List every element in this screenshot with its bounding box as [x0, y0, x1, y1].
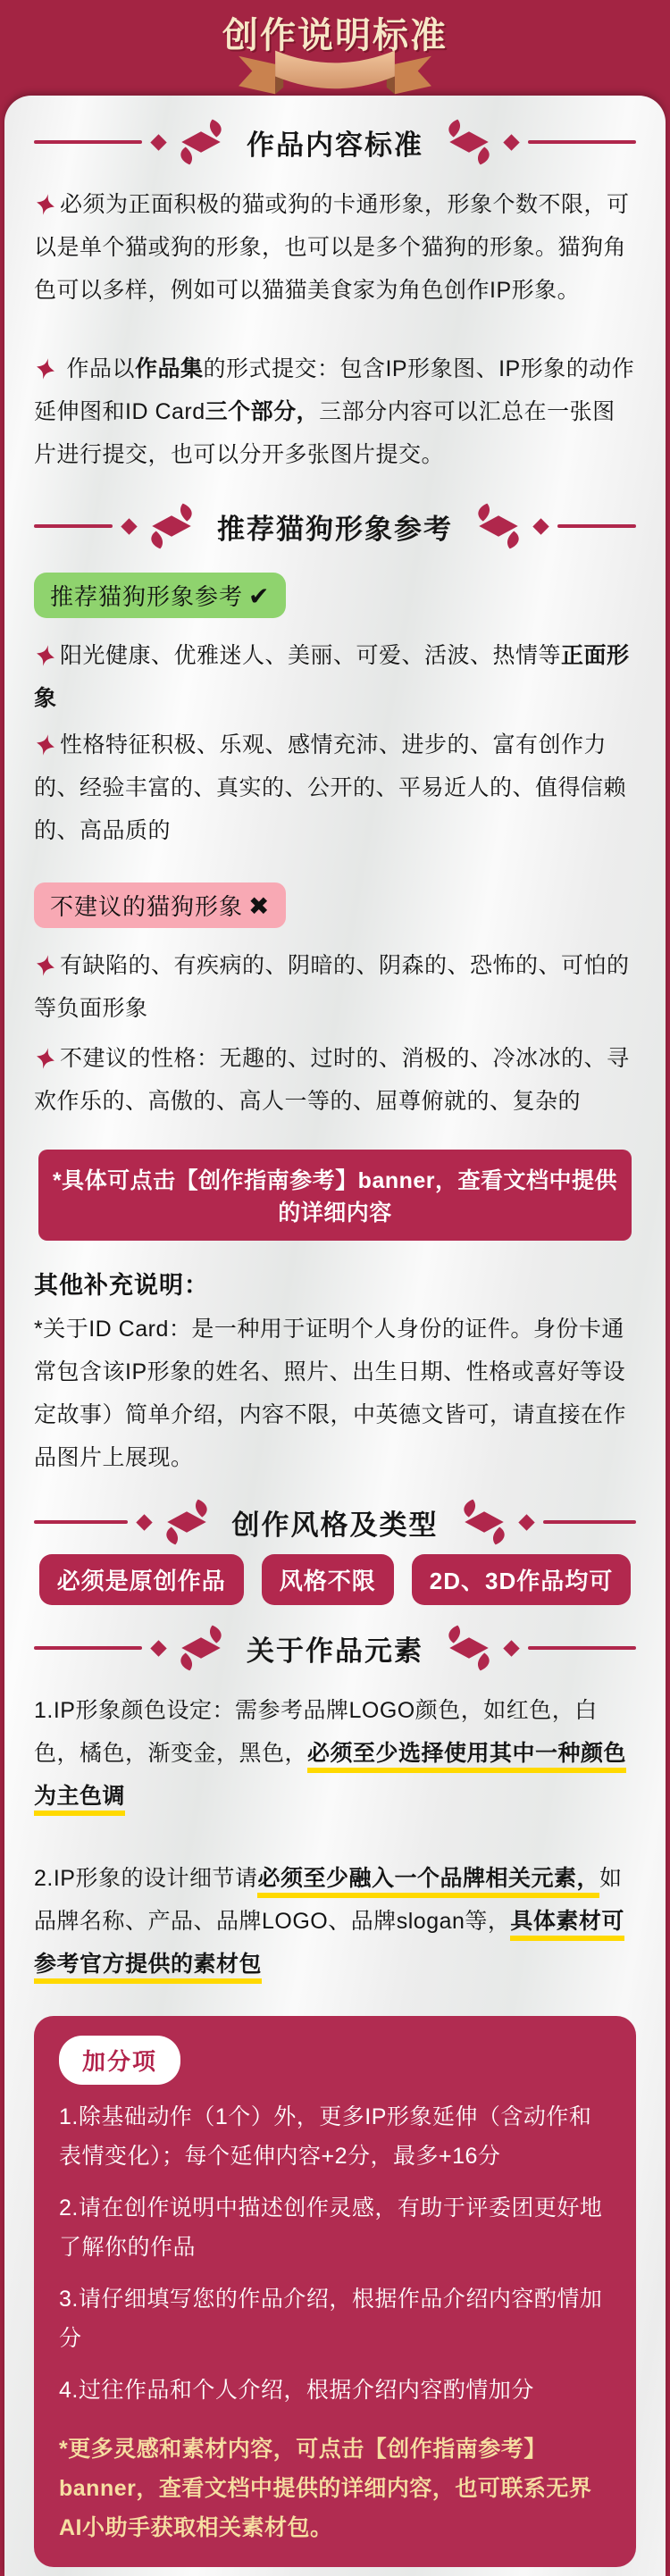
diamond-icon: [136, 1514, 152, 1530]
diamond-icon: [503, 1640, 519, 1656]
recommended-tag: [34, 573, 286, 618]
cross-icon: ✖: [248, 892, 271, 920]
diamond-icon: [150, 134, 166, 150]
divider-line: [543, 1520, 637, 1524]
diamond-icon: [121, 518, 137, 534]
key-rule-underlined: 必须至少融入一个品牌相关元素，: [257, 1866, 599, 1898]
bold-text: 三个部分，: [205, 399, 320, 424]
fleuron-icon: [175, 116, 227, 168]
other-notes-body: *关于ID Card：是一种用于证明个人身份的证件。身份卡通常包含该IP形象的姓名、照片、出生日期、性格或喜好等设定故事）简单介绍，内容不限，中英德文皆可，请直接在作品图片上展现。: [34, 1317, 627, 1470]
guide-banner-note: *具体可点击【创作指南参考】banner，查看文档中提供的详细内容: [38, 1150, 632, 1241]
paragraph-element-2: [34, 1857, 636, 1986]
section-title: 推荐猫狗形象参考: [217, 513, 453, 545]
paragraph-text: 不建议的性格：无趣的、过时的、消极的、冷冰冰的、寻欢作乐的、高傲的、高人一等的、屈尊俯就的、复杂的: [34, 1046, 630, 1114]
paragraph-text: 的形式提交：包含IP形象图、IP形象的动作延伸图和ID Card: [34, 356, 635, 424]
paragraph-bad-1: [34, 944, 636, 1030]
section-header-content-standard: [34, 117, 636, 167]
recommended-tag-label: 推荐猫狗形象参考: [50, 583, 244, 610]
key-rule-underlined: 必须至少选择使用其中一种颜色为主色调: [34, 1741, 626, 1816]
fleuron-icon: [443, 116, 495, 168]
section-title: 关于作品元素: [247, 1635, 423, 1667]
paragraph-text: 阳光健康、优雅迷人、美丽、可爱、活波、热情等: [60, 643, 562, 668]
star-bullet-icon: [34, 733, 57, 757]
fleuron-icon: [443, 1622, 495, 1674]
diamond-icon: [503, 134, 519, 150]
not-recommended-tag: [34, 882, 286, 928]
paragraph-text: 必须为正面积极的猫或狗的卡通形象，形象个数不限，可以是单个猫或狗的形象，也可以是多个猫狗的形象。猫狗角色可以多样，例如可以猫猫美食家为角色创作IP形象。: [34, 192, 630, 303]
page-header: [0, 0, 670, 96]
star-bullet-icon: [34, 644, 57, 667]
style-badges-row: [34, 1554, 636, 1605]
divider-line: [34, 1520, 128, 1524]
content-card: [4, 96, 666, 2576]
divider-line: [528, 140, 636, 144]
badge-original-work: 必须是原创作品: [39, 1554, 244, 1605]
paragraph-text: 有缺陷的、有疾病的、阴暗的、阴森的、恐怖的、可怕的等负面形象: [34, 953, 630, 1021]
fleuron-icon: [175, 1622, 227, 1674]
fleuron-icon: [146, 500, 197, 552]
section-header-elements: [34, 1623, 636, 1673]
divider-line: [34, 140, 142, 144]
diamond-icon: [150, 1640, 166, 1656]
diamond-icon: [518, 1514, 534, 1530]
paragraph-bad-2: [34, 1037, 636, 1123]
badge-2d-3d: 2D、3D作品均可: [412, 1554, 631, 1605]
paragraph-text: 三部分内容可以汇总在一张图片进行提交，也可以分开多张图片提交。: [34, 399, 616, 467]
section-header-style-type: [34, 1497, 636, 1547]
check-icon: ✔: [248, 582, 271, 610]
ribbon-banner-icon: [233, 45, 437, 105]
section-title: 作品内容标准: [247, 129, 423, 161]
diamond-icon: [532, 518, 549, 534]
paragraph-content-2: [34, 347, 636, 476]
other-notes-heading: 其他补充说明：: [34, 1272, 209, 1299]
divider-line: [557, 524, 636, 528]
star-bullet-icon: [34, 954, 57, 977]
section-header-reference: [34, 501, 636, 551]
key-rule-underlined: 具体素材可参考官方提供的素材包: [34, 1909, 624, 1984]
divider-line: [528, 1646, 636, 1650]
bonus-item: 2.请在创作说明中描述创作灵感，有助于评委团更好地了解你的作品: [59, 2195, 603, 2260]
star-bullet-icon: [34, 1047, 57, 1070]
divider-line: [34, 524, 113, 528]
paragraph-good-1: [34, 634, 636, 720]
fleuron-icon: [161, 1496, 213, 1548]
paragraph-text: 1.IP形象颜色设定：需参考品牌LOGO颜色，如红色，白色，橘色，渐变金，黑色，: [34, 1698, 598, 1766]
paragraph-text: 2.IP形象的设计细节请: [34, 1866, 258, 1891]
paragraph-good-2: [34, 723, 636, 852]
star-bullet-icon: [34, 193, 57, 216]
bonus-note: *更多灵感和素材内容，可点击【创作指南参考】banner，查看文档中提供的详细内容，也可联系无界AI小助手获取相关素材包。: [59, 2437, 592, 2540]
bold-text: 作品集: [134, 356, 204, 381]
paragraph-content-1: [34, 183, 636, 312]
section-title: 创作风格及类型: [231, 1509, 439, 1541]
badge-any-style: 风格不限: [262, 1554, 394, 1605]
paragraph-element-1: [34, 1689, 636, 1818]
fleuron-icon: [473, 500, 524, 552]
page-title: 创作说明标准: [222, 16, 448, 55]
bonus-item: 3.请仔细填写您的作品介绍，根据作品介绍内容酌情加分: [59, 2287, 603, 2351]
star-bullet-icon: [34, 357, 57, 381]
not-recommended-tag-label: 不建议的猫狗形象: [50, 893, 244, 920]
bonus-item: 1.除基础动作（1个）外，更多IP形象延伸（含动作和表情变化）；每个延伸内容+2分，最多+16分: [59, 2104, 592, 2169]
bold-text: 正面形象: [34, 643, 630, 711]
paragraph-text: 如品牌名称、产品、品牌LOGO、品牌slogan等，: [34, 1866, 623, 1934]
paragraph-text: 性格特征积极、乐观、感情充沛、进步的、富有创作力的、经验丰富的、真实的、公开的、平易近人的、值得信赖的、高品质的: [34, 732, 627, 843]
paragraph-text: 作品以: [66, 356, 135, 381]
bonus-box: [34, 2016, 636, 2567]
bonus-tag: 加分项: [59, 2036, 180, 2085]
fleuron-icon: [458, 1496, 510, 1548]
bonus-item: 4.过往作品和个人介绍，根据介绍内容酌情加分: [59, 2378, 534, 2403]
divider-line: [34, 1646, 142, 1650]
